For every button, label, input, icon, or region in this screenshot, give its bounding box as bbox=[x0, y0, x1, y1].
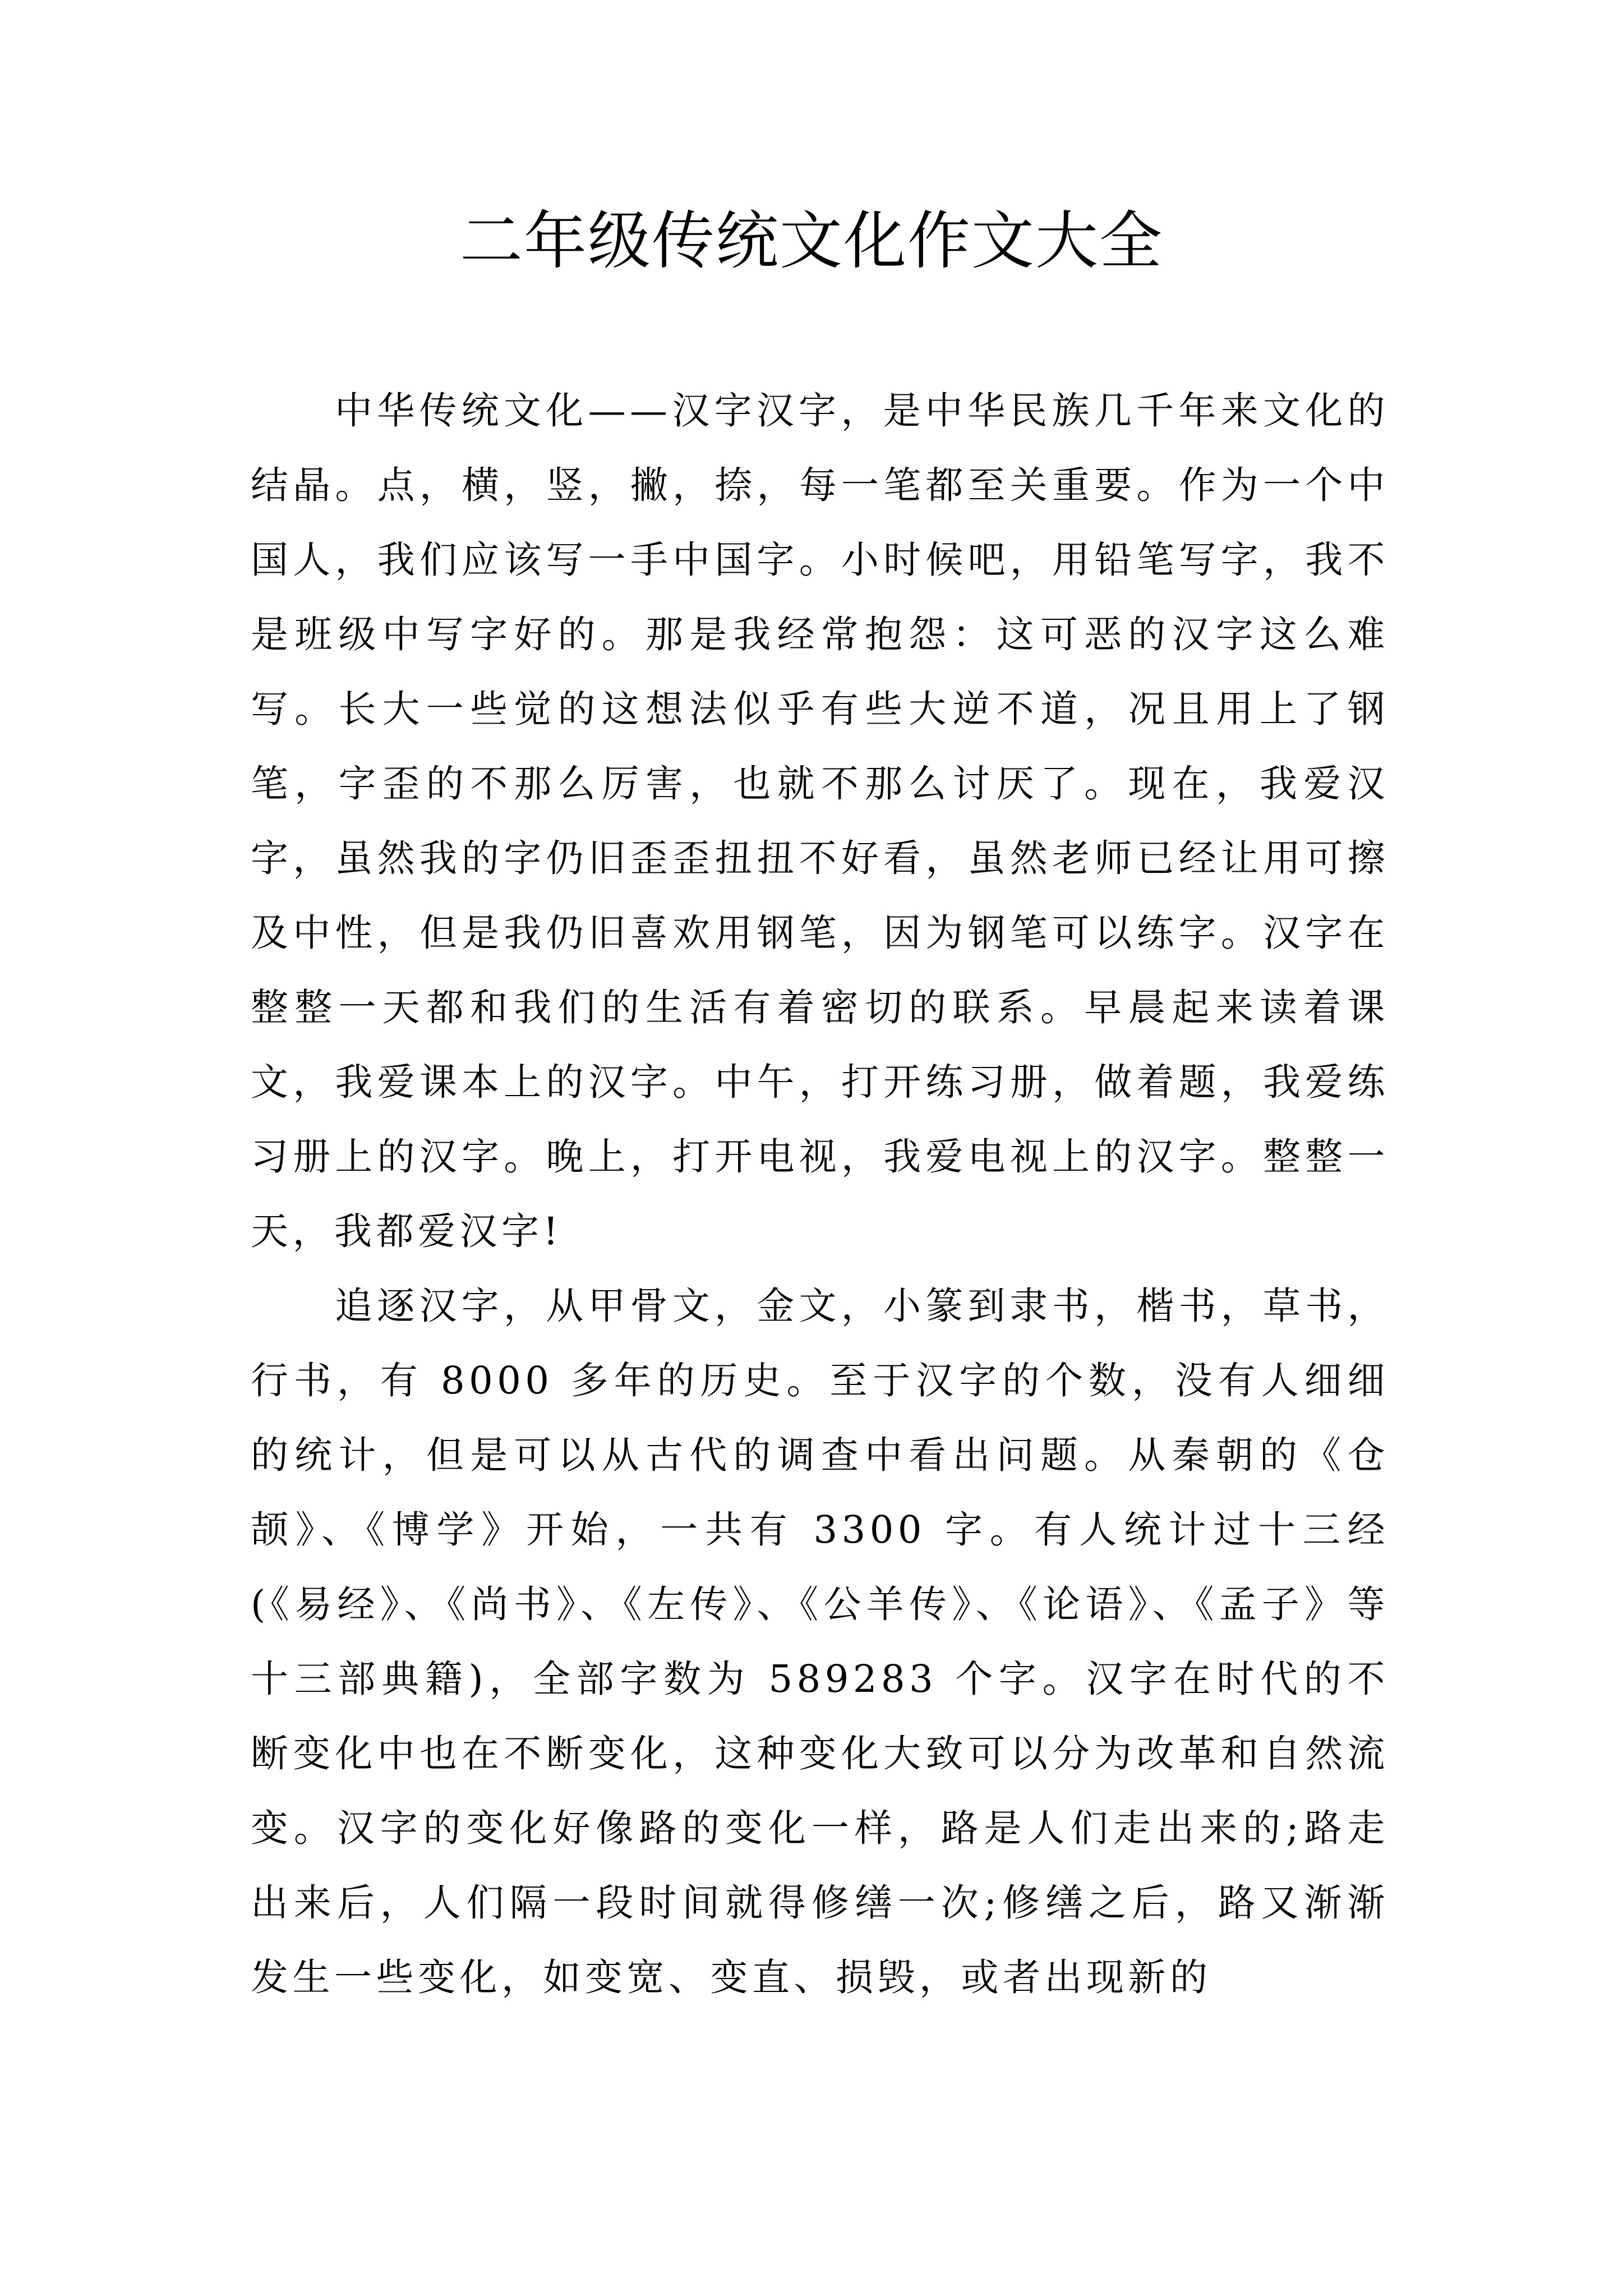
paragraph-1: 中华传统文化——汉字汉字，是中华民族几千年来文化的结晶。点，横，竖，撇，捺，每一笔都至关重要。作为一个中国人，我们应该写一手中国字。小时候吧，用铅笔写字，我不是班级中写字好的。那是我经常抱怨：这可恶的汉字这么难写。长大一些觉的这想法似乎有些大逆不道，况且用上了钢笔，字歪的不那么厉害，也就不那么讨厌了。现在，我爱汉字，虽然我的字仍旧歪歪扭扭不好看，虽然老师已经让用可擦及中性，但是我仍旧喜欢用钢笔，因为钢笔可以练字。汉字在整整一天都和我们的生活有着密切的联系。早晨起来读着课文，我爱课本上的汉字。中午，打开练习册，做着题，我爱练习册上的汉字。晚上，打开电视，我爱电视上的汉字。整整一天，我都爱汉字! bbox=[251, 389, 1389, 1253]
document-body bbox=[251, 374, 1389, 2015]
document-title: 二年级传统文化作文大全 bbox=[460, 205, 1163, 278]
paragraph-2: 追逐汉字，从甲骨文，金文，小篆到隶书，楷书，草书，行书，有 8000 多年的历史。至于汉字的个数，没有人细细的统计，但是可以从古代的调查中看出问题。从秦朝的《仓颉》、《博学》开始，一共有 3300 字。有人统计过十三经(《易经》、《尚书》、《左传》、《公羊传》、《论语》、《孟子》等十三部典籍)，全部字数为 589283 个字。汉字在时代的不断变化中也在不断变化，这种变化大致可以分为改革和自然流变。汉字的变化好像路的变化一样，路是人们走出来的;路走出来后，人们隔一段时间就得修缮一次;修缮之后，路又渐渐发生一些变化，如变宽、变直、损毁，或者出现新的 bbox=[251, 1284, 1389, 1999]
